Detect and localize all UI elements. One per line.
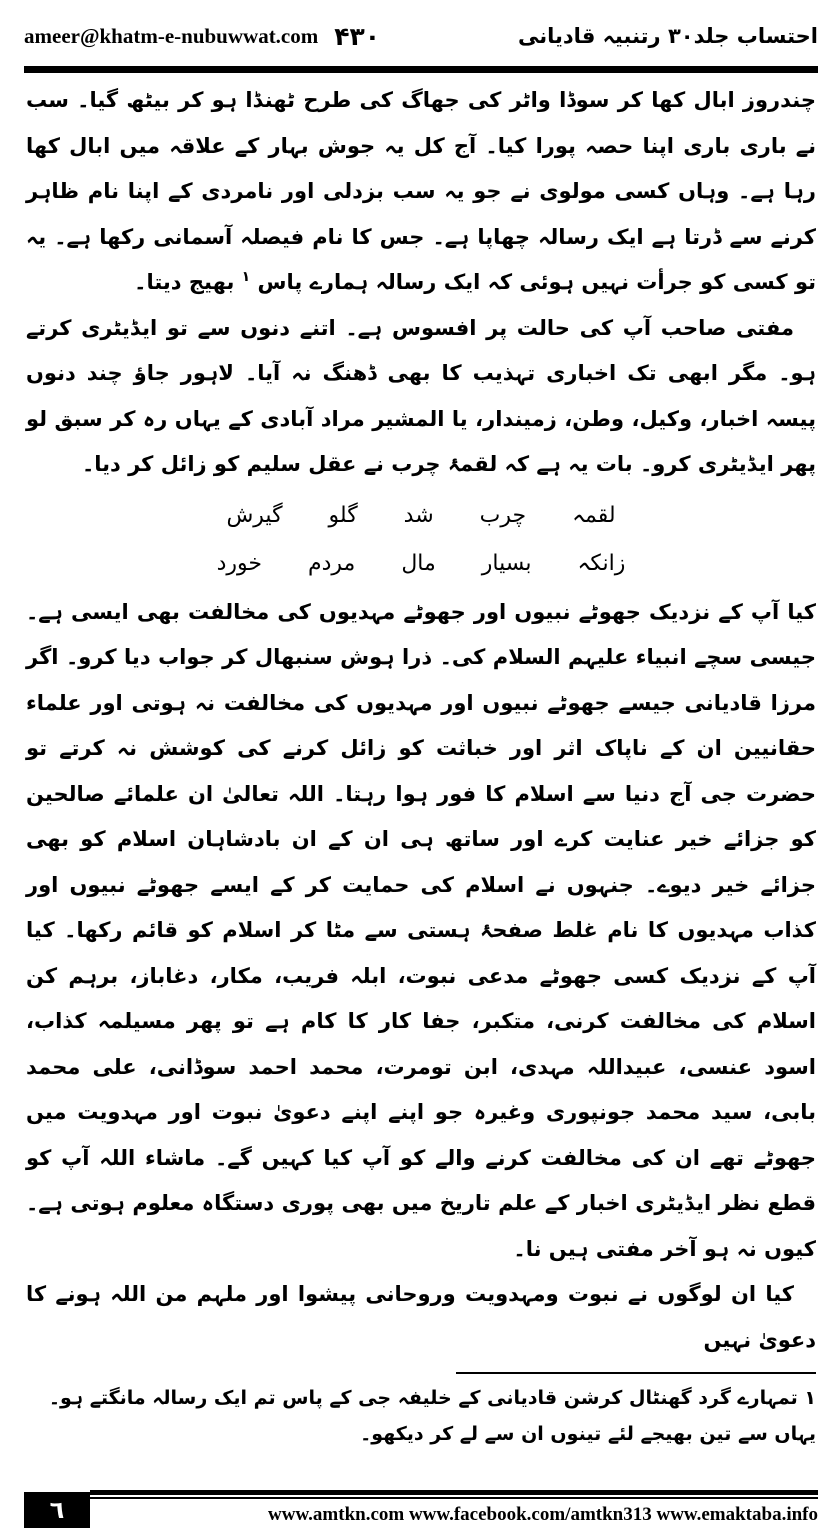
paragraph-3: کیا آپ کے نزدیک جھوٹے نبیوں اور جھوٹے مہدیوں کی مخالفت بھی ایسی ہے۔ جیسی سچے انبیاء علیہم السلام کی۔ ذرا ہوش سنبھال کر جواب دیا کرو۔ اگر مرزا قادیانی جیسے جھوٹے نبیوں اور مہدیوں کی مخالفت نہ ہوتی اور علماء حقانیین ان کے ناپاک اثر اور خباثت کو زائل کرنے کی کوشش نہ کرتے تو حضرت جی آج دنیا سے اسلام کا فور ہوا رہتا۔ اللہ تعالیٰ ان علمائے صالحین کو جزائے خیر عنایت کرے اور ساتھ ہی ان کے ان بادشاہان اسلام کو بھی جزائے خیر دیوے۔ جنہوں نے اسلام کی حمایت کر کے ایسے جھوٹے نبیوں اور کذاب مہدیوں کا نام غلط صفحۂ ہستی سے مٹا کر اسلام کو قائم رکھا۔ کیا آپ کے نزدیک کسی جھوٹے مدعی نبوت، ابلہ فریب، مکار، دغاباز، برہم کن اسلام کی مخالفت کرنی، متکبر، جفا کار کا کام ہے تو پھر مسیلمہ کذاب، اسود عنسی، عبیداللہ مہدی، ابن تومرت، محمد احمد سوڈانی، علی محمد بابی، سید محمد جونپوری وغیرہ جو اپنے اپنے دعویٰ نبوت اور مہدویت میں جھوٹے تھے ان کی مخالفت کرنے والے کو آپ کیا کہیں گے۔ ماشاء اللہ آپ کو قطع نظر ایڈیٹری اخبار کے علم تاریخ میں بھی پوری دستگاہ معلوم ہوتی ہے۔ کیوں نہ ہو آخر مفتی ہیں نا۔ — [26, 599, 816, 1261]
couplet-line-1 — [26, 492, 816, 540]
persian-couplet — [26, 492, 816, 588]
footer-rule — [90, 1490, 818, 1495]
couplet-word: گیرش — [226, 502, 283, 528]
footer-urls[interactable]: www.amtkn.com www.facebook.com/amtkn313 www.emaktaba.info — [268, 1504, 818, 1525]
header-book-title: احتساب جلد۳۰ رتنبیہ قادیانی — [518, 24, 818, 48]
couplet-word: بسیار — [481, 550, 532, 576]
footnote-text-1: تمہارے گرد گھنٹال کرشن قادیانی کے خلیفہ جی کے پاس تم ایک رسالہ مانگتے ہو۔ — [48, 1387, 798, 1409]
couplet-word: گلو — [328, 502, 358, 528]
footnote-separator — [456, 1372, 816, 1374]
header-rule — [24, 66, 818, 73]
footnote-marker: ۱ — [804, 1387, 816, 1409]
couplet-word: مال — [401, 550, 436, 576]
couplet-word: چرب — [479, 502, 527, 528]
header-left — [24, 22, 380, 51]
paragraph-1-end: بھیج دیتا۔ — [134, 270, 235, 294]
footnote-line-2: یہاں سے تین بھیجے لئے تینوں ان سے لے کر دیکھو۔ — [360, 1423, 816, 1445]
couplet-word: خورد — [216, 550, 262, 576]
footer-rule-thin — [90, 1497, 818, 1499]
header-page-number: ۴۳۰ — [334, 21, 381, 51]
couplet-word: شد — [403, 502, 434, 528]
couplet-word: مردم — [307, 550, 356, 576]
paragraph-1 — [26, 78, 816, 306]
footer-right — [90, 1490, 818, 1528]
page-body — [26, 78, 816, 1363]
header-email: ameer@khatm-e-nubuwwat.com — [24, 23, 319, 48]
footer-page-box: ٦ — [24, 1492, 90, 1528]
couplet-word: زانکہ — [577, 550, 626, 576]
footnote-ref-marker: ۱ — [241, 269, 251, 285]
paragraph-2: مفتی صاحب آپ کی حالت پر افسوس ہے۔ اتنے دنوں سے تو ایڈیٹری کرتے ہو۔ مگر ابھی تک اخباری تہذیب کا بھی ڈھنگ نہ آیا۔ لاہور جاؤ چند دنوں پیسہ اخبار، وکیل، وطن، زمیندار، یا المشیر مراد آبادی کے یہاں رہ کر سبق لو پھر ایڈیٹری کرو۔ بات یہ ہے کہ لقمۂ چرب نے عقل سلیم کو زائل کر دیا۔ — [26, 315, 816, 476]
couplet-word: لقمہ — [572, 502, 616, 528]
couplet-line-2 — [26, 540, 816, 588]
page-footer — [24, 1488, 818, 1528]
paragraph-1-text: چندروز ابال کھا کر سوڈا واٹر کی جھاگ کی طرح ٹھنڈا ہو کر بیٹھ گیا۔ سب نے باری باری اپنا حصہ پورا کیا۔ آج کل یہ جوش بہار کے علاقہ میں ابال کھا رہا ہے۔ وہاں کسی مولوی نے جو یہ سب بزدلی اور نامردی کے اپنا نام ظاہر کرنے سے ڈرتا ہے ایک رسالہ چھاپا ہے۔ جس کا نام فیصلہ آسمانی رکھا ہے۔ یہ تو کسی کو جرأت نہیں ہوئی کہ ایک رسالہ ہمارے پاس — [26, 88, 816, 294]
page-header — [24, 10, 818, 62]
paragraph-4: کیا ان لوگوں نے نبوت ومہدویت وروحانی پیشوا اور ملہم من اللہ ہونے کا دعویٰ نہیں — [26, 1282, 816, 1352]
footnote-line-1 — [26, 1380, 816, 1416]
footnote — [26, 1380, 816, 1452]
